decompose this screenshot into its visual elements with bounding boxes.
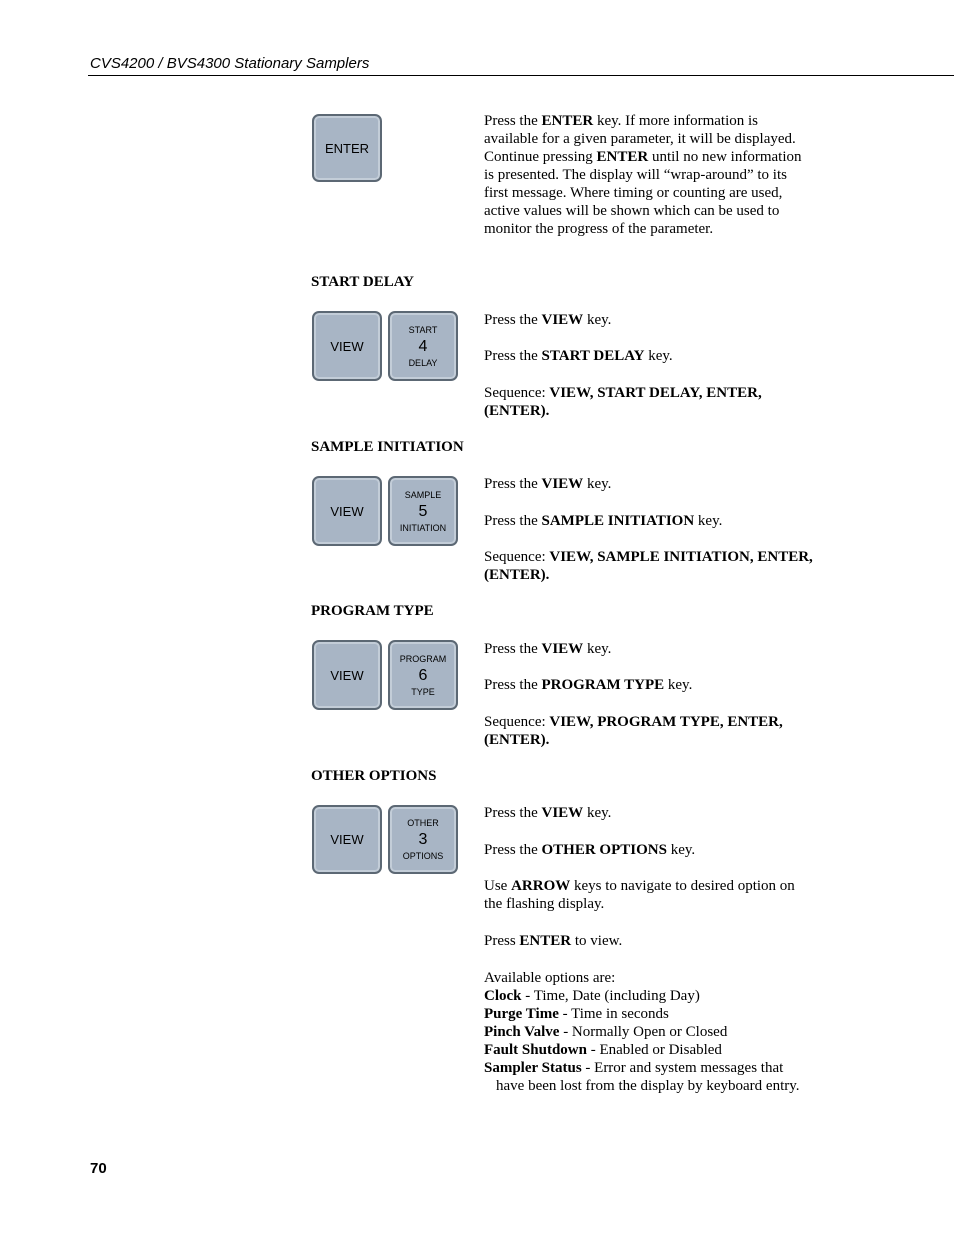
view-key-label: VIEW [330, 667, 364, 683]
bold-run: ENTER [519, 933, 572, 949]
text-run: until no new information is presented. The display will “wrap-around” to its first message. Where timing or counting are used, active values will be shown which can be used to monitor the progress of the parameter. [484, 149, 802, 237]
program-type-instructions [484, 640, 814, 749]
bold-run: PROGRAM TYPE [541, 677, 665, 693]
text-run: Press the [484, 641, 542, 657]
bold-run: ARROW [511, 878, 571, 894]
bold-run: OTHER OPTIONS [541, 842, 667, 858]
view-key-label: VIEW [330, 338, 364, 354]
page-number: 70 [90, 1160, 107, 1177]
key-top-label: PROGRAM [399, 653, 447, 664]
key-number: 5 [418, 502, 428, 520]
option-item [484, 1005, 814, 1023]
text-run: Press the [484, 842, 542, 858]
bold-run: ENTER [596, 149, 649, 165]
text-run: Press the [484, 312, 542, 328]
text-run: Sequence: [484, 385, 550, 401]
bold-run: VIEW [541, 805, 584, 821]
option-desc: - Error and system messages that have been lost from the display by keyboard entry. [496, 1060, 800, 1094]
text-run: Press the [484, 805, 542, 821]
enter-key-graphic [312, 114, 382, 182]
key-number: 4 [418, 337, 428, 355]
bold-run: SAMPLE INITIATION [541, 513, 695, 529]
sequence-text: VIEW, PROGRAM TYPE, ENTER, (ENTER). [484, 714, 783, 748]
text-run: Press the [484, 677, 542, 693]
section-heading-program-type: PROGRAM TYPE [311, 603, 434, 619]
key-number: 3 [418, 831, 428, 848]
key-top-label: START [408, 324, 438, 335]
text-run: Sequence: [484, 549, 550, 565]
option-name: Sampler Status [484, 1060, 582, 1076]
view-key-label: VIEW [330, 503, 364, 519]
sequence-text: VIEW, SAMPLE INITIATION, ENTER, (ENTER). [484, 549, 813, 583]
options-intro: Available options are: [484, 970, 616, 986]
option-item [484, 1041, 814, 1059]
option-name: Fault Shutdown [484, 1042, 587, 1058]
text-run: Press [484, 933, 520, 949]
option-item [484, 1023, 814, 1041]
bold-run: START DELAY [541, 348, 645, 364]
other-options-key-graphic [388, 805, 458, 874]
key-bottom-label: OPTIONS [402, 851, 444, 861]
header-rule [88, 75, 954, 76]
option-desc: - Time in seconds [558, 1006, 669, 1022]
text-run: keys to navigate to desired option on the flashing display. [484, 878, 795, 912]
option-desc: - Enabled or Disabled [586, 1042, 722, 1058]
program-type-key-graphic [388, 640, 458, 710]
view-key-graphic [312, 640, 382, 710]
option-item [484, 987, 814, 1005]
bold-run: VIEW [541, 312, 584, 328]
text-run: key. [666, 842, 696, 858]
other-options-instructions [484, 804, 814, 1095]
enter-description [484, 112, 814, 238]
section-heading-sample-initiation: SAMPLE INITIATION [311, 439, 464, 455]
text-run: Press the [484, 513, 542, 529]
view-key-graphic [312, 805, 382, 874]
text-run: Press the [484, 348, 542, 364]
option-name: Clock [484, 988, 522, 1004]
text-run: Press the [484, 113, 542, 129]
option-name: Purge Time [484, 1006, 559, 1022]
start-delay-key-graphic [388, 311, 458, 381]
bold-run: VIEW [541, 476, 584, 492]
text-run: to view. [571, 933, 623, 949]
start-delay-instructions [484, 311, 814, 420]
text-run: key. [664, 677, 693, 693]
text-run: Sequence: [484, 714, 550, 730]
bold-run: VIEW [541, 641, 584, 657]
text-run: Use [484, 878, 512, 894]
sample-initiation-instructions [484, 475, 814, 584]
key-top-label: SAMPLE [404, 489, 442, 500]
text-run: key. [644, 348, 673, 364]
section-heading-start-delay: START DELAY [311, 274, 414, 290]
text-run: key. If more information is available for a given parameter, it will be displayed. Continue pressing [484, 113, 796, 165]
text-run: key. [583, 805, 612, 821]
key-bottom-label: TYPE [411, 686, 435, 697]
running-header: CVS4200 / BVS4300 Stationary Samplers [90, 55, 370, 72]
bold-run: ENTER [541, 113, 594, 129]
option-desc: - Normally Open or Closed [559, 1024, 728, 1040]
text-run: key. [694, 513, 723, 529]
key-bottom-label: INITIATION [399, 522, 447, 533]
text-run: key. [583, 312, 612, 328]
view-key-graphic [312, 476, 382, 546]
option-item [484, 1059, 814, 1095]
option-name: Pinch Valve [484, 1024, 560, 1040]
sample-initiation-key-graphic [388, 476, 458, 546]
section-heading-other-options: OTHER OPTIONS [311, 768, 437, 784]
view-key-label: VIEW [330, 832, 364, 847]
key-top-label: OTHER [407, 818, 439, 828]
text-run: key. [583, 641, 612, 657]
option-desc: - Time, Date (including Day) [521, 988, 700, 1004]
enter-key-label: ENTER [324, 140, 370, 156]
key-number: 6 [418, 666, 428, 684]
view-key-graphic [312, 311, 382, 381]
sequence-text: VIEW, START DELAY, ENTER, (ENTER). [484, 385, 762, 419]
text-run: key. [583, 476, 612, 492]
text-run: Press the [484, 476, 542, 492]
key-bottom-label: DELAY [408, 357, 438, 368]
